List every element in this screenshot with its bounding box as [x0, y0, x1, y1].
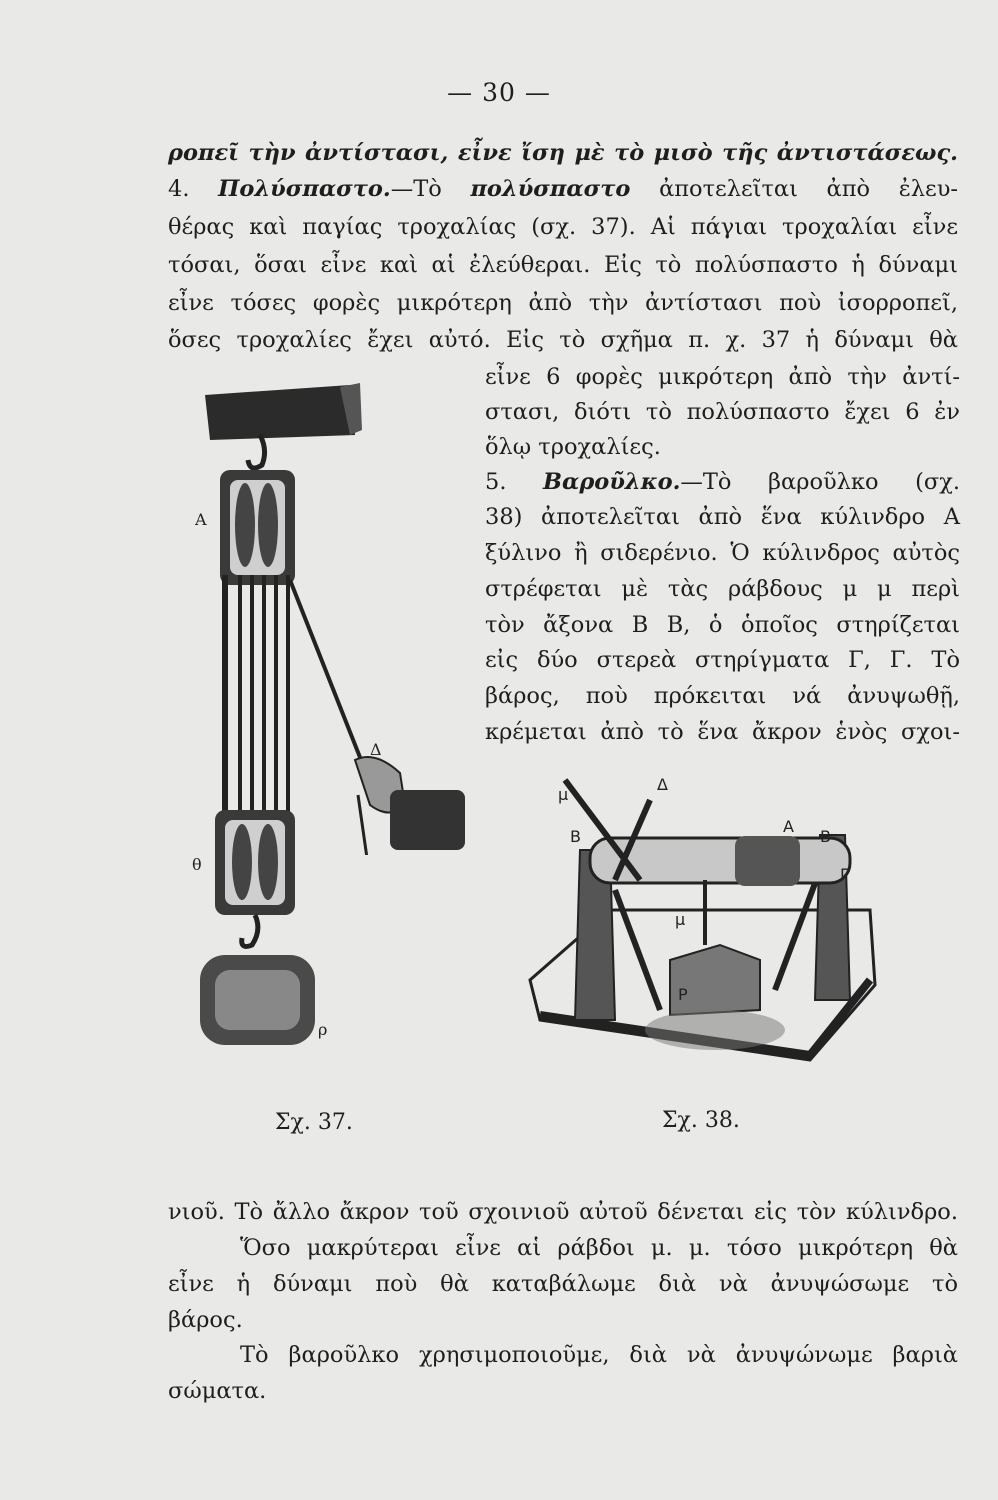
- label-mu: μ: [675, 910, 686, 929]
- text-line: θέρας καὶ παγίας τροχαλίας (σχ. 37). Αἱ πάγιαι τροχαλίαι εἶνε: [168, 214, 958, 240]
- label-A: Α: [783, 817, 794, 836]
- windlass-illustration: [520, 760, 900, 1070]
- page-number: — 30 —: [447, 78, 551, 107]
- figure-38-caption: Σχ. 38.: [662, 1108, 740, 1133]
- text-line: τὸν ἄξονα Β Β, ὁ ὁποῖος στηρίζεται: [485, 612, 960, 638]
- label-theta: θ: [192, 855, 202, 874]
- text-line: στρέφεται μὲ τὰς ράβδους μ μ περὶ: [485, 576, 960, 602]
- text-span: ροπεῖ τὴν ἀντίστασι, εἶνε ἴση μὲ τὸ μισὸ τῆς ἀντιστάσεως.: [168, 140, 958, 166]
- text-line: [168, 138, 958, 168]
- label-A: Α: [195, 510, 207, 529]
- text-line: [168, 174, 958, 204]
- section-title: Βαροῦλκο.: [543, 469, 681, 495]
- label-delta: Δ: [657, 775, 668, 794]
- label-gamma: Γ: [840, 865, 849, 884]
- text-line: [485, 467, 960, 497]
- text-line: ὅλῳ τροχαλίες.: [485, 434, 661, 460]
- text-span: —Τὸ βαροῦλκο (σχ.: [680, 469, 960, 495]
- text-line: εἰς δύο στερεὰ στηρίγματα Γ, Γ. Τὸ: [485, 647, 960, 673]
- pulley-lower-illustration: [190, 810, 390, 1060]
- figure-37-lower-block: [190, 810, 390, 1064]
- label-rho: Ρ: [678, 985, 688, 1004]
- text-line: βάρος, ποὺ πρόκειται νά ἀνυψωθῇ,: [485, 683, 960, 709]
- text-line: σώματα.: [168, 1378, 267, 1404]
- text-line: εἶνε 6 φορὲς μικρότερη ἀπὸ τὴν ἀντί-: [485, 364, 960, 390]
- label-mu: μ: [558, 785, 569, 804]
- section-title: Πολύσπαστο.: [218, 176, 391, 202]
- text-line: εἶνε τόσες φορὲς μικρότερη ἀπὸ τὴν ἀντίστασι ποὺ ἰσορροπεῖ,: [168, 290, 958, 316]
- text-span: πολύσπαστο: [470, 176, 631, 202]
- pulley-illustration: [190, 375, 480, 855]
- text-line: τόσαι, ὅσαι εἶνε καὶ αἱ ἐλεύθεραι. Εἰς τὸ πολύσπαστο ἡ δύναμι: [168, 252, 958, 278]
- text-line: ὅσες τροχαλίες ἔχει αὐτό. Εἰς τὸ σχῆμα π. χ. 37 ἡ δύναμι θὰ: [168, 327, 958, 353]
- figure-38-windlass: [520, 760, 900, 1074]
- text-span: 4.: [168, 176, 219, 202]
- text-line: στασι, διότι τὸ πολύσπαστο ἔχει 6 ἐν: [485, 399, 960, 425]
- text-line: εἶνε ἡ δύναμι ποὺ θὰ καταβάλωμε διὰ νὰ ἀνυψώσωμε τὸ: [168, 1271, 958, 1297]
- label-B: Β: [820, 827, 831, 846]
- figure-37-pulley-block: [190, 375, 480, 859]
- text-line: Ὅσο μακρύτεραι εἶνε αἱ ράβδοι μ. μ. τόσο μικρότερη θὰ: [240, 1235, 958, 1261]
- text-line: Τὸ βαροῦλκο χρησιμοποιοῦμε, διὰ νὰ ἀνυψώνωμε βαριὰ: [240, 1342, 958, 1368]
- text-line: βάρος.: [168, 1307, 243, 1333]
- figure-37-caption: Σχ. 37.: [275, 1110, 353, 1135]
- text-span: ἀποτελεῖται ἀπὸ ἐλευ-: [630, 176, 958, 202]
- text-line: 38) ἀποτελεῖται ἀπὸ ἕνα κύλινδρο Α: [485, 504, 960, 530]
- text-line: κρέμεται ἀπὸ τὸ ἕνα ἄκρον ἑνὸς σχοι-: [485, 719, 960, 745]
- text-line: νιοῦ. Τὸ ἄλλο ἄκρον τοῦ σχοινιοῦ αὐτοῦ δένεται εἰς τὸν κύλινδρο.: [168, 1199, 958, 1225]
- text-span: 5.: [485, 469, 544, 495]
- text-span: —Τὸ: [390, 176, 471, 202]
- text-line: ξύλινο ἢ σιδερένιο. Ὁ κύλινδρος αὐτὸς: [485, 540, 960, 566]
- label-rho: ρ: [318, 1020, 328, 1039]
- label-B: Β: [570, 827, 581, 846]
- label-delta: Δ: [370, 740, 382, 759]
